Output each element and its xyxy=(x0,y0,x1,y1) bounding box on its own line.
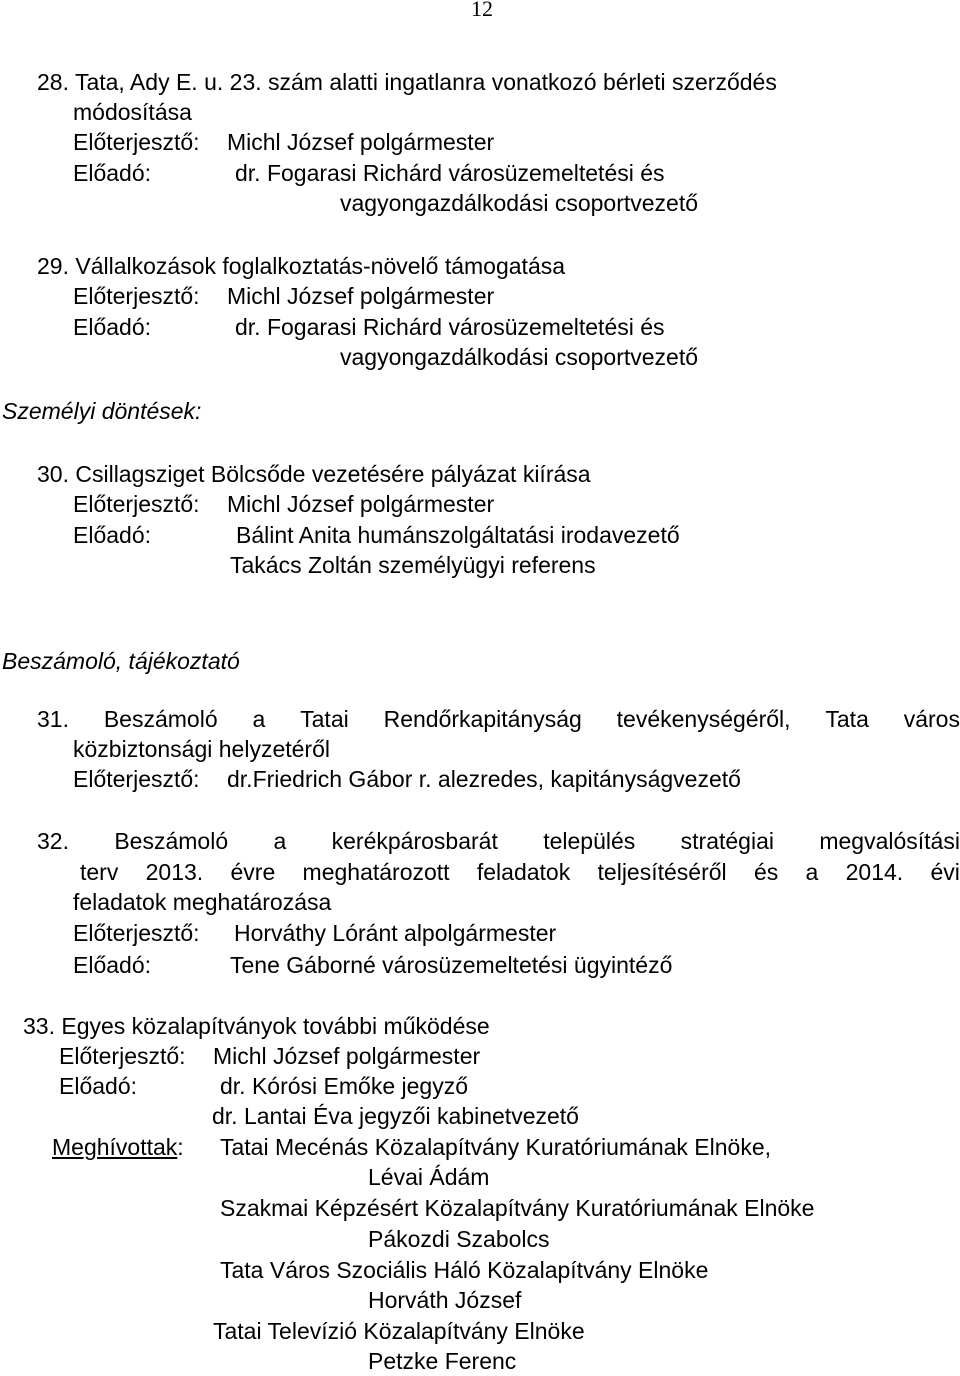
item-28-presenter: Michl József polgármester xyxy=(227,129,495,155)
item-32-speaker: Tene Gáborné városüzemeltetési ügyintéző xyxy=(230,952,673,978)
word: megvalósítási xyxy=(819,828,960,854)
item-33-speaker-line-2: dr. Lantai Éva jegyzői kabinetvezető xyxy=(212,1103,579,1129)
word: Tata xyxy=(825,706,869,732)
word: kerékpárosbarát xyxy=(331,828,498,854)
invited-org-3: Tata Város Szociális Háló Közalapítvány Elnöke xyxy=(220,1257,709,1283)
item-31-presenter-label: Előterjesztő: xyxy=(73,766,200,792)
item-31-title-line-1 xyxy=(37,704,960,734)
page-number: 12 xyxy=(471,0,493,21)
item-28-speaker-label: Előadó: xyxy=(73,160,152,186)
item-32-title-line-2 xyxy=(80,857,960,887)
item-29-speaker-line-2: vagyongazdálkodási csoportvezető xyxy=(340,344,699,370)
item-28-title-line-1: 28. Tata, Ady E. u. 23. szám alatti ingatlanra vonatkozó bérleti szerződés xyxy=(37,69,777,95)
item-30-speaker-line-2: Takács Zoltán személyügyi referens xyxy=(230,552,596,578)
item-30-title: 30. Csillagsziget Bölcsőde vezetésére pályázat kiírása xyxy=(37,461,591,487)
invited-org-1: Tatai Mecénás Közalapítvány Kuratóriumának Elnöke, xyxy=(220,1134,772,1160)
item-28-title-line-2: módosítása xyxy=(73,99,192,125)
section-personnel-decisions: Személyi döntések: xyxy=(2,398,202,424)
item-29-title: 29. Vállalkozások foglalkoztatás-növelő támogatása xyxy=(37,253,566,279)
word: a xyxy=(252,706,266,732)
item-30-speaker-line-1: Bálint Anita humánszolgáltatási irodavezető xyxy=(236,522,680,548)
item-33-speaker-line-1: dr. Kórósi Emőke jegyző xyxy=(220,1073,469,1099)
item-29-speaker-line-1: dr. Fogarasi Richárd városüzemeltetési és xyxy=(235,314,665,340)
word: Beszámoló xyxy=(114,828,229,854)
item-32-presenter: Horváthy Lóránt alpolgármester xyxy=(234,920,557,946)
item-30-speaker-label: Előadó: xyxy=(73,522,152,548)
invited-person-4: Petzke Ferenc xyxy=(368,1348,517,1374)
invited-person-1: Lévai Ádám xyxy=(368,1164,490,1190)
word: meghatározott xyxy=(302,859,450,885)
item-32-title-line-1 xyxy=(37,826,960,856)
word: város xyxy=(903,706,960,732)
invited-person-3: Horváth József xyxy=(368,1287,522,1313)
item-30-presenter: Michl József polgármester xyxy=(227,491,495,517)
word: Beszámoló xyxy=(103,706,218,732)
item-29-presenter: Michl József polgármester xyxy=(227,283,495,309)
word: a xyxy=(273,828,287,854)
invited-label: Meghívottak xyxy=(52,1134,178,1160)
item-28-speaker-line-2: vagyongazdálkodási csoportvezető xyxy=(340,190,699,216)
word: 31. xyxy=(37,706,69,732)
item-29-speaker-label: Előadó: xyxy=(73,314,152,340)
item-33-presenter: Michl József polgármester xyxy=(213,1043,481,1069)
invited-org-4: Tatai Televízió Közalapítvány Elnöke xyxy=(213,1318,585,1344)
word: és xyxy=(753,859,779,885)
word: Tatai xyxy=(300,706,349,732)
invited-person-2: Pákozdi Szabolcs xyxy=(368,1226,550,1252)
word: a xyxy=(805,859,819,885)
section-reports: Beszámoló, tájékoztató xyxy=(2,648,240,674)
word: 32. xyxy=(37,828,69,854)
word: évre xyxy=(230,859,276,885)
item-32-speaker-label: Előadó: xyxy=(73,952,152,978)
item-28-presenter-label: Előterjesztő: xyxy=(73,129,200,155)
word: tevékenységéről, xyxy=(616,706,791,732)
word: település xyxy=(543,828,636,854)
word: Rendőrkapitányság xyxy=(383,706,582,732)
item-28-speaker-line-1: dr. Fogarasi Richárd városüzemeltetési és xyxy=(235,160,665,186)
word: terv xyxy=(80,859,119,885)
item-30-presenter-label: Előterjesztő: xyxy=(73,491,200,517)
item-29-presenter-label: Előterjesztő: xyxy=(73,283,200,309)
word: teljesítéséről xyxy=(597,859,727,885)
item-31-title-line-2: közbiztonsági helyzetéről xyxy=(73,736,330,762)
word: 2013. xyxy=(145,859,204,885)
invited-colon: : xyxy=(177,1134,184,1160)
item-33-title: 33. Egyes közalapítványok további működése xyxy=(23,1013,490,1039)
item-33-presenter-label: Előterjesztő: xyxy=(59,1043,186,1069)
item-33-invited-heading xyxy=(52,1132,184,1162)
word: feladatok xyxy=(476,859,571,885)
word: évi xyxy=(930,859,960,885)
item-33-speaker-label: Előadó: xyxy=(59,1073,138,1099)
word: 2014. xyxy=(845,859,904,885)
item-31-presenter: dr.Friedrich Gábor r. alezredes, kapitányságvezető xyxy=(227,766,741,792)
item-32-presenter-label: Előterjesztő: xyxy=(73,920,200,946)
word: stratégiai xyxy=(680,828,774,854)
item-32-title-line-3: feladatok meghatározása xyxy=(73,889,332,915)
invited-org-2: Szakmai Képzésért Közalapítvány Kuratóriumának Elnöke xyxy=(220,1195,815,1221)
